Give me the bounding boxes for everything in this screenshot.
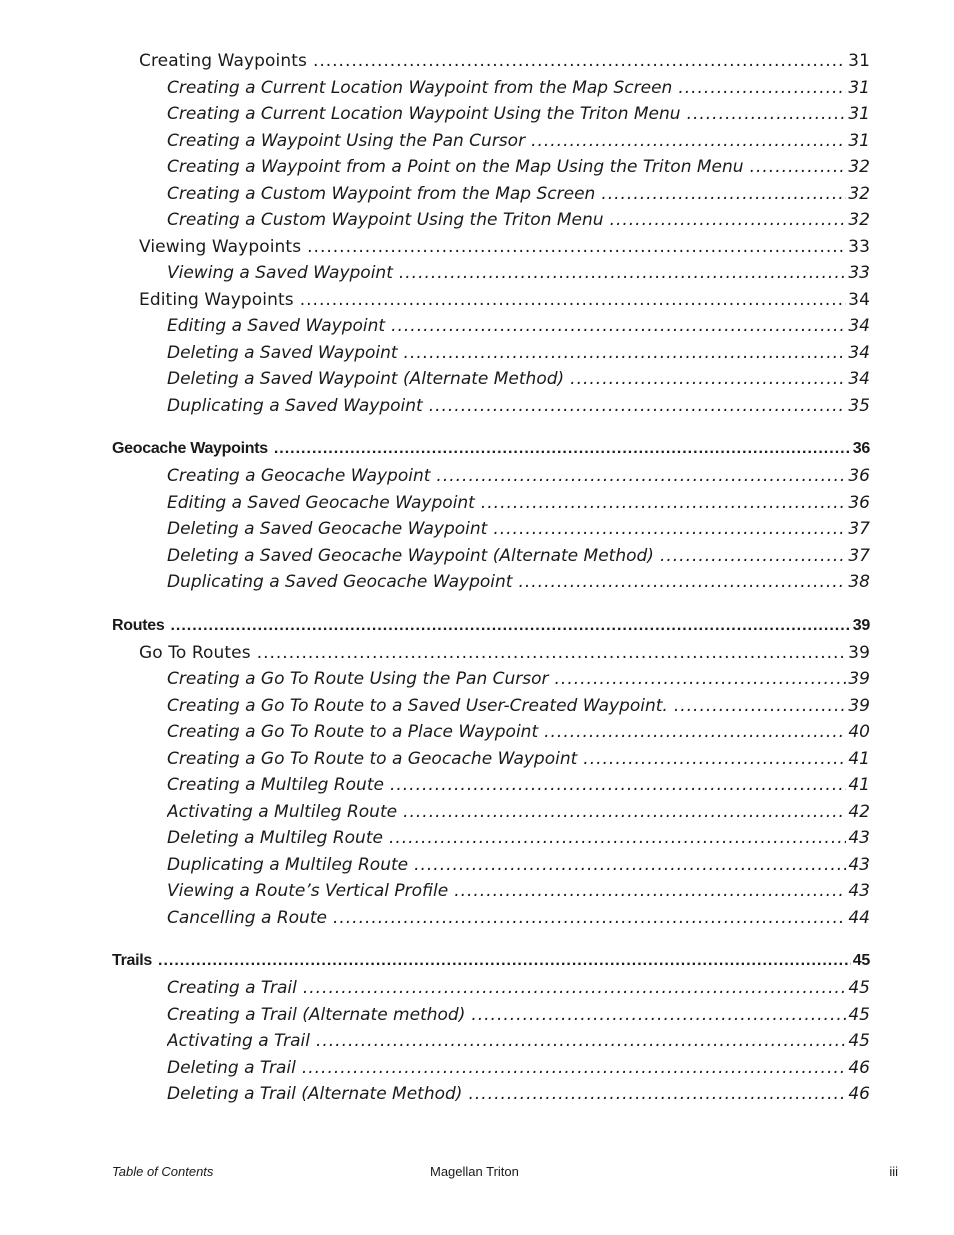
toc-entry[interactable]	[167, 1082, 870, 1106]
toc-entry-page: 35	[848, 396, 870, 416]
toc-entry[interactable]	[167, 1029, 870, 1053]
toc-dot-leader	[158, 949, 851, 973]
footer-section-name: Table of Contents	[112, 1164, 214, 1179]
toc-entry[interactable]	[139, 641, 870, 665]
toc-entry[interactable]	[167, 182, 870, 206]
toc-dot-leader	[468, 1082, 846, 1106]
toc-entry-page: 42	[848, 802, 870, 822]
toc-entry-page: 31	[848, 104, 870, 124]
toc-entry-title: Routes	[112, 617, 165, 634]
toc-section-entry[interactable]	[112, 949, 870, 973]
toc-entry[interactable]	[139, 288, 870, 312]
toc-entry-page: 41	[848, 749, 870, 769]
toc-dot-leader	[414, 853, 846, 877]
toc-entry-title: Deleting a Trail	[167, 1058, 296, 1078]
toc-entry[interactable]	[167, 367, 870, 391]
toc-dot-leader	[518, 570, 846, 594]
toc-entry-page: 39	[852, 617, 870, 634]
toc-entry-page: 38	[848, 572, 870, 592]
toc-entry[interactable]	[167, 720, 870, 744]
toc-entry-page: 34	[848, 343, 870, 363]
toc-entry-page: 39	[848, 696, 870, 716]
toc-dot-leader	[257, 641, 846, 665]
toc-entry-title: Editing a Saved Waypoint	[167, 316, 386, 336]
toc-dot-leader	[471, 1003, 846, 1027]
toc-dot-leader	[610, 208, 847, 232]
toc-section-entry[interactable]	[112, 437, 870, 461]
toc-entry[interactable]	[167, 667, 870, 691]
toc-dot-leader	[333, 906, 846, 930]
toc-entry-title: Activating a Multileg Route	[167, 802, 398, 822]
toc-entry-page: 45	[848, 1031, 870, 1051]
toc-entry-page: 36	[848, 466, 870, 486]
toc-dot-leader	[544, 720, 846, 744]
toc-entry[interactable]	[167, 102, 870, 126]
toc-entry-title: Creating a Go To Route to a Geocache Waypoint	[167, 749, 578, 769]
toc-dot-leader	[493, 517, 846, 541]
toc-entry-title: Viewing a Route’s Vertical Profile	[167, 881, 449, 901]
toc-entry[interactable]	[167, 694, 870, 718]
toc-entry-page: 33	[848, 263, 870, 283]
toc-entry[interactable]	[167, 544, 870, 568]
toc-dot-leader	[583, 747, 846, 771]
toc-entry[interactable]	[167, 906, 870, 930]
toc-entry[interactable]	[167, 800, 870, 824]
toc-entry[interactable]	[139, 49, 870, 73]
toc-entry-title: Duplicating a Saved Geocache Waypoint	[167, 572, 513, 592]
toc-entry-page: 34	[848, 290, 870, 310]
toc-entry[interactable]	[167, 879, 870, 903]
toc-entry-title: Creating Waypoints	[139, 51, 307, 71]
toc-dot-leader	[750, 155, 847, 179]
toc-entry-title: Viewing Waypoints	[139, 237, 302, 257]
toc-entry-title: Creating a Custom Waypoint from the Map Screen	[167, 184, 596, 204]
toc-dot-leader	[274, 437, 851, 461]
toc-entry-page: 41	[848, 775, 870, 795]
toc-entry-page: 44	[848, 908, 870, 928]
toc-entry-page: 43	[848, 881, 870, 901]
footer-product-name: Magellan Triton	[430, 1164, 519, 1179]
toc-dot-leader	[429, 394, 847, 418]
toc-entry[interactable]	[167, 853, 870, 877]
toc-entry[interactable]	[167, 491, 870, 515]
toc-entry-title: Creating a Current Location Waypoint Using the Triton Menu	[167, 104, 681, 124]
toc-entry-page: 36	[852, 440, 870, 457]
toc-entry-title: Deleting a Saved Waypoint	[167, 343, 398, 363]
toc-dot-leader	[555, 667, 847, 691]
toc-entry[interactable]	[167, 773, 870, 797]
toc-entry[interactable]	[167, 394, 870, 418]
toc-entry-page: 36	[848, 493, 870, 513]
toc-dot-leader	[660, 544, 846, 568]
toc-entry-page: 34	[848, 316, 870, 336]
toc-dot-leader	[303, 976, 847, 1000]
toc-entry[interactable]	[167, 1056, 870, 1080]
toc-entry-page: 33	[848, 237, 870, 257]
toc-entry-title: Creating a Geocache Waypoint	[167, 466, 431, 486]
toc-entry-title: Duplicating a Saved Waypoint	[167, 396, 423, 416]
toc-entry[interactable]	[167, 570, 870, 594]
toc-entry-page: 39	[848, 643, 870, 663]
toc-entry-title: Activating a Trail	[167, 1031, 310, 1051]
toc-entry-title: Creating a Trail (Alternate method)	[167, 1005, 466, 1025]
toc-entry-page: 37	[848, 546, 870, 566]
toc-entry-page: 31	[848, 78, 870, 98]
toc-dot-leader	[399, 261, 846, 285]
toc-dot-leader	[403, 800, 846, 824]
toc-entry-title: Duplicating a Multileg Route	[167, 855, 409, 875]
footer-page-number: iii	[889, 1164, 898, 1179]
toc-dot-leader	[687, 102, 847, 126]
toc-entry-title: Geocache Waypoints	[112, 440, 268, 457]
toc-entry-page: 37	[848, 519, 870, 539]
toc-entry-page: 46	[848, 1058, 870, 1078]
toc-entry[interactable]	[167, 314, 870, 338]
toc-dot-leader	[389, 826, 846, 850]
toc-entry-page: 31	[848, 51, 870, 71]
toc-dot-leader	[391, 314, 846, 338]
toc-section-entry[interactable]	[112, 614, 870, 638]
toc-dot-leader	[404, 341, 847, 365]
toc-entry[interactable]	[167, 208, 870, 232]
toc-entry-title: Trails	[112, 952, 153, 969]
toc-entry-page: 32	[848, 184, 870, 204]
toc-entry[interactable]	[139, 235, 870, 259]
toc-entry[interactable]	[167, 747, 870, 771]
toc-dot-leader	[170, 614, 850, 638]
toc-entry-page: 43	[848, 855, 870, 875]
toc-dot-leader	[531, 129, 846, 153]
toc-entry-title: Go To Routes	[139, 643, 251, 663]
toc-dot-leader	[313, 49, 846, 73]
toc-dot-leader	[481, 491, 847, 515]
toc-entry-title: Creating a Custom Waypoint Using the Triton Menu	[167, 210, 604, 230]
toc-entry-title: Creating a Waypoint from a Point on the Map Using the Triton Menu	[167, 157, 744, 177]
toc-entry[interactable]	[167, 517, 870, 541]
toc-entry-title: Deleting a Trail (Alternate Method)	[167, 1084, 463, 1104]
toc-dot-leader	[454, 879, 846, 903]
toc-entry[interactable]	[167, 155, 870, 179]
toc-entry-page: 45	[848, 1005, 870, 1025]
toc-entry-page: 32	[848, 210, 870, 230]
toc-entry-page: 45	[848, 978, 870, 998]
toc-dot-leader	[316, 1029, 846, 1053]
toc-entry-title: Creating a Current Location Waypoint from the Map Screen	[167, 78, 673, 98]
toc-dot-leader	[390, 773, 846, 797]
toc-dot-leader	[601, 182, 846, 206]
toc-dot-leader	[302, 1056, 847, 1080]
toc-entry-title: Creating a Waypoint Using the Pan Cursor	[167, 131, 526, 151]
toc-entry-title: Creating a Go To Route Using the Pan Cursor	[167, 669, 549, 689]
toc-entry-page: 31	[848, 131, 870, 151]
toc-dot-leader	[570, 367, 846, 391]
toc-entry-page: 32	[848, 157, 870, 177]
toc-entry-title: Deleting a Saved Geocache Waypoint	[167, 519, 488, 539]
toc-entry-title: Viewing a Saved Waypoint	[167, 263, 393, 283]
toc-entry[interactable]	[167, 76, 870, 100]
toc-entry-title: Creating a Trail	[167, 978, 297, 998]
toc-entry-title: Editing a Saved Geocache Waypoint	[167, 493, 475, 513]
toc-entry-title: Deleting a Saved Waypoint (Alternate Method)	[167, 369, 565, 389]
toc-entry-page: 34	[848, 369, 870, 389]
toc-dot-leader	[300, 288, 846, 312]
toc-entry-title: Creating a Go To Route to a Place Waypoint	[167, 722, 539, 742]
toc-entry-title: Deleting a Multileg Route	[167, 828, 383, 848]
toc-entry-page: 43	[848, 828, 870, 848]
toc-entry-title: Cancelling a Route	[167, 908, 327, 928]
toc-entry-page: 39	[848, 669, 870, 689]
toc-entry-title: Creating a Go To Route to a Saved User-Created Waypoint.	[167, 696, 668, 716]
toc-entry[interactable]	[167, 129, 870, 153]
toc-entry-page: 45	[852, 952, 870, 969]
page-footer	[0, 1160, 954, 1184]
toc-dot-leader	[307, 235, 846, 259]
toc-entry-page: 46	[848, 1084, 870, 1104]
toc-entry-title: Editing Waypoints	[139, 290, 294, 310]
toc-entry[interactable]	[167, 976, 870, 1000]
toc-dot-leader	[436, 464, 846, 488]
toc-dot-leader	[678, 76, 846, 100]
toc-entry[interactable]	[167, 261, 870, 285]
toc-dot-leader	[674, 694, 847, 718]
toc-entry[interactable]	[167, 341, 870, 365]
toc-entry[interactable]	[167, 826, 870, 850]
toc-entry-page: 40	[848, 722, 870, 742]
toc-entry[interactable]	[167, 464, 870, 488]
toc-entry-title: Creating a Multileg Route	[167, 775, 384, 795]
toc-entry-title: Deleting a Saved Geocache Waypoint (Alternate Method)	[167, 546, 654, 566]
toc-entry[interactable]	[167, 1003, 870, 1027]
